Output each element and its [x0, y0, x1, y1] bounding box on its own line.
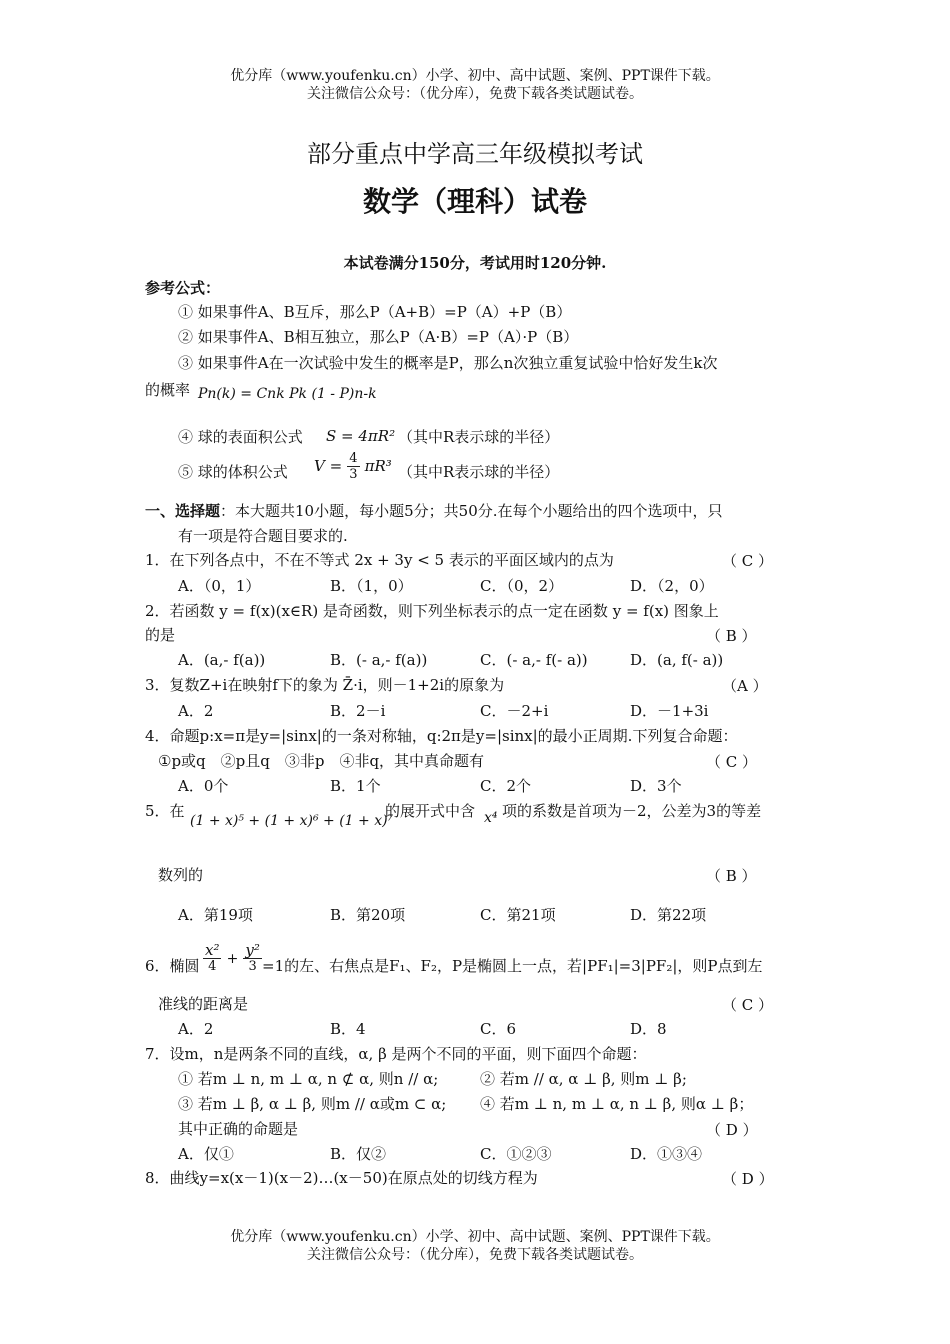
- q8-answer: （ D ）: [722, 1170, 774, 1188]
- section-1-heading: 一、选择题: [145, 502, 221, 520]
- q5-stem-line-2: 数列的: [158, 866, 204, 884]
- q7-option-b: B．仅②: [330, 1145, 387, 1163]
- exam-subtitle: 数学（理科）试卷: [362, 185, 587, 218]
- q2-stem-line-1: 2．若函数 y = f(x)(x∈R) 是奇函数，则下列坐标表示的点一定在函数 y = f(x) 图象上: [145, 602, 719, 620]
- formula-5-v: V =: [314, 457, 343, 475]
- formulas-heading: 参考公式：: [145, 279, 221, 297]
- q7-option-d: D．①③④: [630, 1145, 703, 1163]
- q3-option-d: D．－1+3i: [630, 702, 709, 720]
- q3-option-b: B．2－i: [330, 702, 386, 720]
- q6-fraction-x: [203, 943, 221, 974]
- q6-fraction-y: [243, 943, 262, 974]
- q1-option-b: B．（1，0）: [330, 577, 413, 595]
- footer-line-2: 关注微信公众号：（优分库），免费下载各类试题试卷。: [307, 1247, 643, 1263]
- q2-answer: （ B ）: [706, 627, 757, 645]
- q4-option-c: C．2个: [480, 777, 532, 795]
- q5-option-b: B．第20项: [330, 906, 406, 924]
- q6-fraction-x-denominator: 4: [208, 959, 217, 974]
- q6-option-a: A．2: [178, 1020, 214, 1038]
- q1-stem: 1．在下列各点中，不在不等式 2x + 3y < 5 表示的平面区域内的点为: [145, 551, 614, 569]
- formula-4-expression: S = 4πR²: [326, 427, 396, 445]
- q7-proposition-4: ④ 若m ⊥ n, m ⊥ α, n ⊥ β, 则α ⊥ β；: [480, 1095, 754, 1113]
- q6-stem-pre: 6．椭圆: [145, 957, 200, 975]
- q7-stem-line-2: 其中正确的命题是: [178, 1120, 299, 1138]
- q7-option-c: C．①②③: [480, 1145, 552, 1163]
- q6-fraction-y-denominator: 3: [248, 959, 257, 974]
- formula-5-label: ⑤ 球的体积公式: [178, 463, 288, 481]
- q5-expression: (1 + x)⁵ + (1 + x)⁶ + (1 + x)⁷: [190, 813, 394, 829]
- q6-answer: （ C ）: [722, 996, 774, 1014]
- q1-option-c: C．（0，2）: [480, 577, 564, 595]
- q5-x4: x⁴: [484, 810, 498, 826]
- formula-1: ① 如果事件A、B互斥，那么P（A+B）=P（A）+P（B）: [178, 303, 572, 321]
- q7-proposition-1: ① 若m ⊥ n, m ⊥ α, n ⊄ α, 则n // α;: [178, 1070, 439, 1088]
- formula-3-expression: Pn(k) = Cnk Pk (1 - P)n-k: [198, 386, 377, 402]
- q6-fraction-x-numerator: x²: [205, 941, 220, 959]
- q7-option-a: A．仅①: [178, 1145, 234, 1163]
- q1-option-d: D．（2，0）: [630, 577, 714, 595]
- q5-stem-pre: 5．在: [145, 802, 185, 820]
- exam-info: 本试卷满分150分，考试用时120分钟.: [343, 254, 607, 272]
- formula-3-line-1: ③ 如果事件A在一次试验中发生的概率是P，那么n次独立重复试验中恰好发生k次: [178, 354, 718, 372]
- q6-option-d: D．8: [630, 1020, 667, 1038]
- q4-answer: （ C ）: [706, 753, 758, 771]
- q2-option-c: C．(- a,- f(- a)): [480, 651, 588, 669]
- q2-option-b: B．(- a,- f(a)): [330, 651, 428, 669]
- formula-5-fraction: [347, 451, 359, 482]
- q6-stem-line-2: 准线的距离是: [158, 995, 249, 1013]
- formula-5-note: （其中R表示球的半径）: [398, 463, 560, 481]
- formula-2: ② 如果事件A、B相互独立，那么P（A·B）=P（A）·P（B）: [178, 328, 579, 346]
- q3-option-c: C．－2+i: [480, 702, 549, 720]
- footer-line-1: 优分库（www.youfenku.cn）小学、初中、高中试题、案例、PPT课件下载。: [230, 1229, 720, 1245]
- q5-stem-post: 项的系数是首项为－2，公差为3的等差: [502, 802, 762, 820]
- formula-5-expression: [314, 451, 392, 482]
- q6-plus: +: [226, 951, 239, 967]
- formula-4-note: （其中R表示球的半径）: [398, 428, 560, 446]
- q1-option-a: A．（0，1）: [178, 577, 261, 595]
- formula-4-label: ④ 球的表面积公式: [178, 428, 303, 446]
- formula-5-numerator: 4: [349, 451, 358, 466]
- q6-stem-post: =1的左、右焦点是F₁、F₂，P是椭圆上一点，若|PF₁|=3|PF₂|，则P点到左: [262, 957, 763, 975]
- formula-5-denominator: 3: [349, 467, 358, 482]
- q2-option-d: D．(a, f(- a)): [630, 651, 724, 669]
- q5-option-c: C．第21项: [480, 906, 556, 924]
- q2-stem-line-2: 的是: [145, 626, 176, 644]
- q3-option-a: A．2: [178, 702, 214, 720]
- q7-proposition-2: ② 若m // α, α ⊥ β, 则m ⊥ β;: [480, 1070, 687, 1088]
- formula-3-line-2: 的概率: [145, 381, 191, 399]
- q4-option-b: B．1个: [330, 777, 381, 795]
- q7-proposition-3: ③ 若m ⊥ β, α ⊥ β, 则m // α或m ⊂ α;: [178, 1095, 447, 1113]
- section-1-intro: [145, 501, 723, 521]
- q4-option-a: A．0个: [178, 777, 229, 795]
- header-line-2: 关注微信公众号：（优分库），免费下载各类试题试卷。: [307, 86, 643, 102]
- section-1-desc-line-1: ：本大题共10小题，每小题5分；共50分.在每个小题给出的四个选项中，只: [220, 502, 723, 520]
- q4-option-d: D．3个: [630, 777, 682, 795]
- q6-option-c: C．6: [480, 1020, 517, 1038]
- q8-stem: 8．曲线y=x(x－1)(x－2)…(x－50)在原点处的切线方程为: [145, 1169, 538, 1187]
- q5-option-d: D．第22项: [630, 906, 707, 924]
- q5-answer: （ B ）: [706, 867, 757, 885]
- q6-option-b: B．4: [330, 1020, 366, 1038]
- q4-stem-line-1: 4．命题p:x=π是y=|sinx|的一条对称轴，q:2π是y=|sinx|的最小正周期.下列复合命题：: [145, 727, 738, 745]
- q3-answer: （A ）: [722, 677, 768, 695]
- q4-stem-line-2: ①p或q ②p且q ③非p ④非q，其中真命题有: [158, 752, 485, 770]
- header-line-1: 优分库（www.youfenku.cn）小学、初中、高中试题、案例、PPT课件下载。: [230, 68, 720, 84]
- q5-stem-mid: 的展开式中含: [385, 802, 476, 820]
- q6-fraction-y-numerator: y²: [245, 941, 260, 959]
- q6-ellipse-expression: [203, 943, 262, 974]
- exam-title: 部分重点中学高三年级模拟考试: [307, 140, 643, 168]
- q2-option-a: A．(a,- f(a)): [178, 651, 266, 669]
- section-1-desc-line-2: 有一项是符合题目要求的.: [178, 527, 348, 545]
- q5-option-a: A．第19项: [178, 906, 253, 924]
- formula-5-tail: πR³: [364, 457, 392, 475]
- q1-answer: （ C ）: [722, 552, 774, 570]
- q7-stem: 7．设m，n是两条不同的直线，α, β 是两个不同的平面，则下面四个命题：: [145, 1045, 647, 1063]
- q7-answer: （ D ）: [706, 1121, 758, 1139]
- q3-stem: 3．复数Z+i在映射f下的象为 Z̄·i，则－1+2i的原象为: [145, 676, 505, 694]
